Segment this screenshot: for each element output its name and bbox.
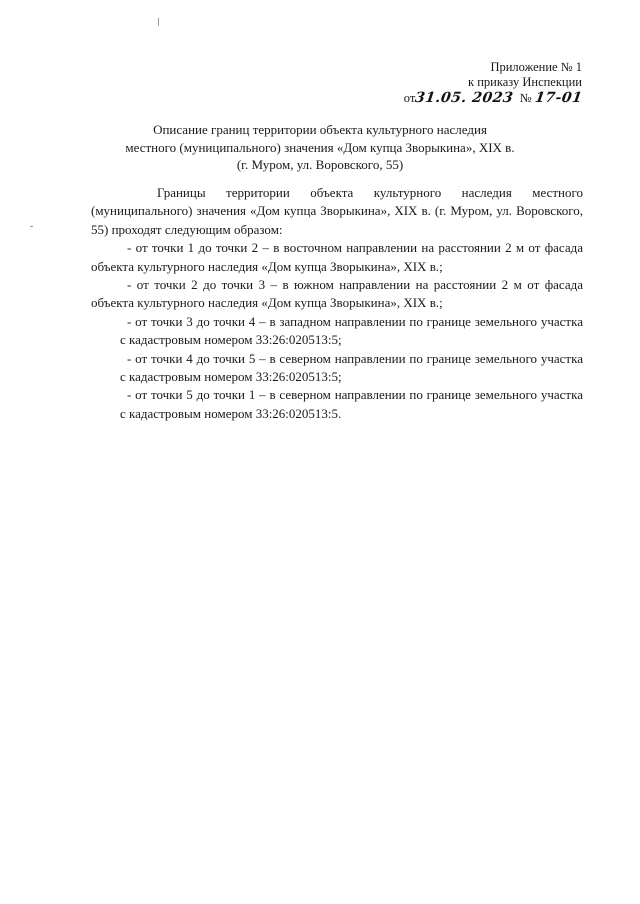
boundary-item-4: - от точки 4 до точки 5 – в северном направлении по границе земельного участка с кадастровым номером 33:26:020513:5; — [120, 350, 583, 385]
scan-artifact-mark — [158, 18, 159, 26]
number-prefix: № — [519, 91, 532, 105]
date-prefix: от — [403, 91, 416, 105]
annex-order-ref: к приказу Инспекции — [468, 75, 582, 89]
annex-date-row — [404, 91, 582, 106]
boundary-item-2: - от точки 2 до точки 3 – в южном направлении на расстоянии 2 м от фасада объекта культурного наследия «Дом купца Зворыкина», XIX в.; — [91, 277, 583, 311]
annex-label: Приложение № 1 — [490, 60, 582, 74]
boundary-item-5: - от точки 5 до точки 1 – в северном направлении по границе земельного участка с кадастровым номером 33:26:020513:5. — [120, 387, 583, 421]
handwritten-date: 31.05. 2023 — [414, 90, 515, 106]
intro-paragraph: Границы территории объекта культурного наследия местного (муниципального) значения «Дом купца Зворыкина», XIX в. (г. Муром, ул. Воровского, 55) проходят следующим образом: — [91, 185, 583, 237]
document-body — [91, 184, 583, 423]
boundary-item-1: - от точки 1 до точки 2 – в восточном направлении на расстоянии 2 м от фасада объекта культурного наследия «Дом купца Зворыкина», XIX в.; — [91, 240, 583, 274]
title-line-3: (г. Муром, ул. Воровского, 55) — [236, 157, 404, 172]
document-title — [100, 121, 540, 174]
title-line-1: Описание границ территории объекта культурного наследия — [153, 122, 487, 137]
title-line-2: местного (муниципального) значения «Дом купца Зворыкина», XIX в. — [125, 139, 515, 155]
handwritten-number: 17-01 — [533, 90, 584, 106]
boundary-item-3: - от точки 3 до точки 4 – в западном направлении по границе земельного участка с кадастровым номером 33:26:020513:5; — [120, 313, 583, 348]
scan-artifact-dot — [30, 226, 33, 227]
annex-header — [404, 60, 582, 106]
